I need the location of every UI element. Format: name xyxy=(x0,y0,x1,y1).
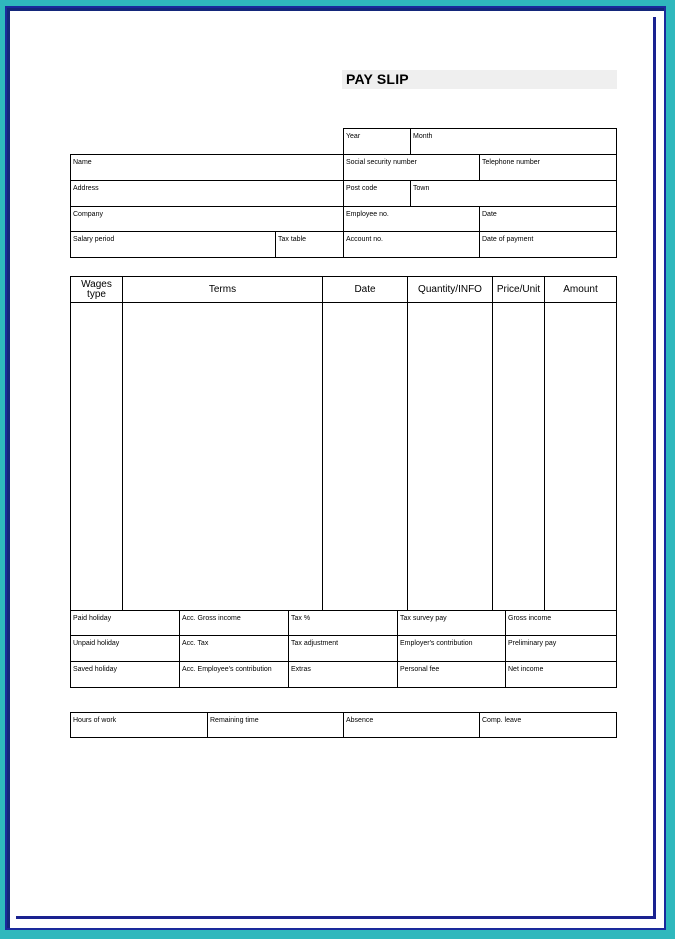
personal-fee-field: Personal fee xyxy=(397,661,506,688)
acc-gross-income-field: Acc. Gross income xyxy=(179,610,289,636)
unpaid-holiday-field: Unpaid holiday xyxy=(70,635,180,662)
terms-column xyxy=(122,302,323,611)
date-column xyxy=(322,302,408,611)
account-no-field: Account no. xyxy=(343,231,480,258)
extras-field: Extras xyxy=(288,661,398,688)
date-field: Date xyxy=(479,206,617,232)
address-field: Address xyxy=(70,180,344,207)
hours-of-work-field: Hours of work xyxy=(70,712,208,738)
amount-column xyxy=(544,302,617,611)
page-title: PAY SLIP xyxy=(346,71,409,87)
salary-period-field: Salary period xyxy=(70,231,276,258)
month-field: Month xyxy=(410,128,617,155)
remaining-time-field: Remaining time xyxy=(207,712,344,738)
acc-tax-field: Acc. Tax xyxy=(179,635,289,662)
post-code-field: Post code xyxy=(343,180,411,207)
company-field: Company xyxy=(70,206,344,232)
wages-type-column xyxy=(70,302,123,611)
column-header-quantity-info: Quantity/INFO xyxy=(407,276,493,303)
tax-adjustment-field: Tax adjustment xyxy=(288,635,398,662)
tax-percent-field: Tax % xyxy=(288,610,398,636)
saved-holiday-field: Saved holiday xyxy=(70,661,180,688)
social-security-field: Social security number xyxy=(343,154,480,181)
telephone-field: Telephone number xyxy=(479,154,617,181)
column-header-price-unit: Price/Unit xyxy=(492,276,545,303)
acc-employees-contribution-field: Acc. Employee's contribution xyxy=(179,661,289,688)
paid-holiday-field: Paid holiday xyxy=(70,610,180,636)
tax-survey-pay-field: Tax survey pay xyxy=(397,610,506,636)
town-field: Town xyxy=(410,180,617,207)
column-header-terms: Terms xyxy=(122,276,323,303)
price-unit-column xyxy=(492,302,545,611)
column-header-date: Date xyxy=(322,276,408,303)
year-field: Year xyxy=(343,128,411,155)
column-header-amount: Amount xyxy=(544,276,617,303)
preliminary-pay-field: Preliminary pay xyxy=(505,635,617,662)
employers-contribution-field: Employer's contribution xyxy=(397,635,506,662)
absence-field: Absence xyxy=(343,712,480,738)
name-field: Name xyxy=(70,154,344,181)
employee-no-field: Employee no. xyxy=(343,206,480,232)
tax-table-field: Tax table xyxy=(275,231,344,258)
date-of-payment-field: Date of payment xyxy=(479,231,617,258)
net-income-field: Net income xyxy=(505,661,617,688)
comp-leave-field: Comp. leave xyxy=(479,712,617,738)
gross-income-field: Gross income xyxy=(505,610,617,636)
column-header-wages-type: Wages type xyxy=(70,276,123,303)
quantity-info-column xyxy=(407,302,493,611)
